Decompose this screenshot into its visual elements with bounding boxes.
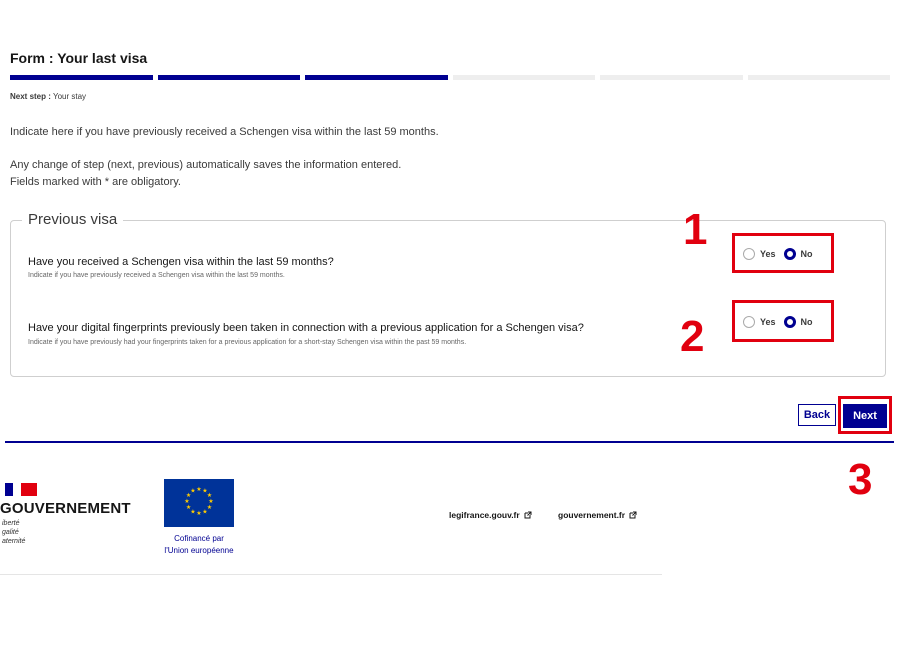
svg-text:★: ★ (190, 487, 196, 495)
annotation-box-1 (732, 233, 834, 273)
question-schengen-visa: Have you received a Schengen visa within the last 59 months? (28, 256, 334, 268)
link-legifrance[interactable] (449, 510, 532, 520)
footer-divider (5, 441, 894, 443)
svg-text:★: ★ (184, 498, 190, 505)
step-segment-3 (305, 75, 448, 80)
next-step-label: Next step : (10, 92, 51, 101)
eu-caption-line-1: Cofinancé par (174, 534, 224, 543)
annotation-box-3 (838, 396, 892, 434)
gouvernement-wordmark: GOUVERNEMENT (0, 500, 131, 517)
step-segment-2 (158, 75, 301, 80)
external-link-icon (524, 511, 532, 519)
radio-label-yes: Yes (760, 317, 776, 327)
motto-egalite: galité (2, 529, 19, 536)
svg-text:★: ★ (206, 504, 213, 511)
annotation-number-3: 3 (848, 455, 873, 504)
link-legifrance-label[interactable]: legifrance.gouv.fr (449, 510, 520, 520)
eu-caption-line-2: l'Union européenne (164, 546, 234, 555)
intro-text: Indicate here if you have previously received a Schengen visa within the last 59 months. (10, 126, 439, 138)
annotation-box-2 (732, 300, 834, 342)
annotation-number-2: 2 (680, 312, 705, 361)
next-step-info (10, 92, 86, 101)
link-gouvernement[interactable] (558, 510, 637, 520)
svg-text:★: ★ (202, 508, 208, 516)
eu-flag-logo (164, 479, 234, 527)
required-note: Fields marked with * are obligatory. (10, 176, 181, 188)
autosave-note: Any change of step (next, previous) automatically saves the information entered. (10, 159, 402, 171)
external-link-icon (629, 511, 637, 519)
svg-text:★: ★ (196, 510, 202, 517)
next-step-value: Your stay (50, 92, 87, 101)
svg-text:★: ★ (202, 487, 208, 495)
footer-bottom-divider (0, 574, 662, 575)
step-segment-1 (10, 75, 153, 80)
step-segment-5 (600, 75, 743, 80)
question-fingerprints: Have your digital fingerprints previously been taken in connection with a previous application for a Schengen visa? (28, 322, 584, 334)
svg-text:★: ★ (185, 492, 192, 499)
svg-text:★: ★ (185, 504, 192, 511)
motto-liberte: iberté (2, 520, 20, 527)
eu-stars-icon (164, 479, 234, 527)
link-gouvernement-label[interactable]: gouvernement.fr (558, 510, 626, 520)
radio-label-no: No (800, 249, 813, 259)
svg-text:★: ★ (190, 508, 196, 516)
step-segment-6 (748, 75, 891, 80)
french-flag-logo (5, 483, 37, 496)
svg-text:★: ★ (206, 492, 213, 499)
radio-label-yes: Yes (760, 249, 776, 259)
svg-text:★: ★ (208, 498, 214, 505)
hint-fingerprints: Indicate if you have previously had your fingerprints taken for a previous application for a short-stay Schengen visa within the past 59 months. (28, 339, 467, 346)
eu-caption (152, 533, 246, 557)
motto-fraternite: aternité (2, 538, 26, 545)
hint-schengen-visa: Indicate if you have previously received a Schengen visa within the last 59 months. (28, 272, 285, 279)
step-indicator (10, 75, 890, 80)
fieldset-legend: Previous visa (22, 211, 123, 228)
page-title: Form : Your last visa (10, 50, 148, 66)
svg-text:★: ★ (196, 486, 202, 493)
radio-label-no: No (800, 317, 813, 327)
annotation-number-1: 1 (683, 205, 708, 254)
step-segment-4 (453, 75, 596, 80)
next-button[interactable]: Next (843, 404, 887, 428)
back-button[interactable]: Back (798, 404, 836, 426)
